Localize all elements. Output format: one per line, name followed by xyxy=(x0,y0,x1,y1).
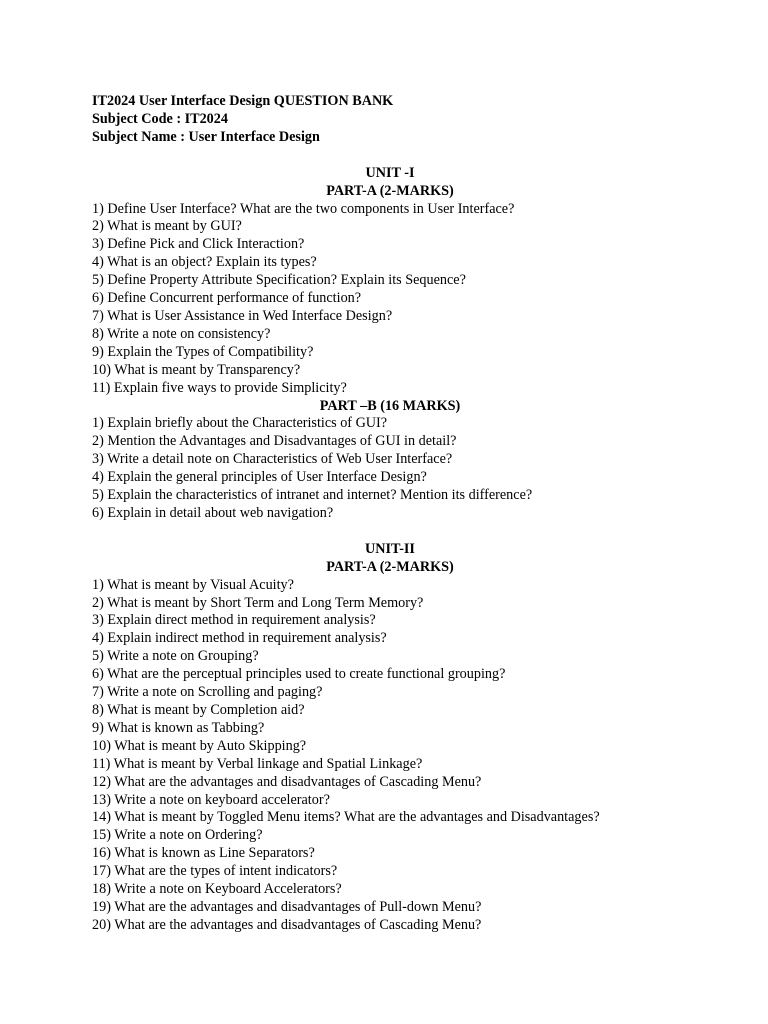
unit-section xyxy=(92,165,728,523)
part-title: PART –B (16 MARKS) xyxy=(319,397,461,414)
question-list xyxy=(92,577,728,935)
question-item: 2) What is meant by GUI? xyxy=(92,218,242,235)
question-item: 9) What is known as Tabbing? xyxy=(92,719,265,736)
unit-title: UNIT -I xyxy=(365,164,415,181)
question-item: 19) What are the advantages and disadvantages of Pull-down Menu? xyxy=(92,898,482,915)
question-item: 10) What is meant by Transparency? xyxy=(92,361,301,378)
unit-spacer xyxy=(92,523,728,541)
question-list xyxy=(92,201,728,398)
question-item: 4) Explain the general principles of User Interface Design? xyxy=(92,469,427,486)
subject-code: Subject Code : IT2024 xyxy=(92,110,228,127)
question-item: 3) Explain direct method in requirement analysis? xyxy=(92,612,376,629)
question-item: 10) What is meant by Auto Skipping? xyxy=(92,737,307,754)
question-item: 6) Define Concurrent performance of function? xyxy=(92,290,362,307)
question-item: 7) Write a note on Scrolling and paging? xyxy=(92,684,323,701)
unit-title: UNIT-II xyxy=(365,540,415,557)
question-item: 13) Write a note on keyboard accelerator? xyxy=(92,791,330,808)
question-item: 6) Explain in detail about web navigation? xyxy=(92,504,334,521)
question-item: 1) What is meant by Visual Acuity? xyxy=(92,576,294,593)
unit-section xyxy=(92,541,728,935)
question-item: 4) Explain indirect method in requirement analysis? xyxy=(92,630,387,647)
question-item: 2) Mention the Advantages and Disadvantages of GUI in detail? xyxy=(92,433,457,450)
question-item: 7) What is User Assistance in Wed Interface Design? xyxy=(92,307,393,324)
question-item: 6) What are the perceptual principles used to create functional grouping? xyxy=(92,666,506,683)
question-item: 3) Write a detail note on Characteristics of Web User Interface? xyxy=(92,451,453,468)
question-item: 1) Define User Interface? What are the two components in User Interface? xyxy=(92,200,515,217)
part-title: PART-A (2-MARKS) xyxy=(326,558,454,575)
question-item: 12) What are the advantages and disadvantages of Cascading Menu? xyxy=(92,773,482,790)
question-item: 18) Write a note on Keyboard Accelerators? xyxy=(92,881,342,898)
part-title: PART-A (2-MARKS) xyxy=(326,182,454,199)
units-container xyxy=(92,147,728,935)
question-item: 5) Write a note on Grouping? xyxy=(92,648,259,665)
unit-spacer xyxy=(92,147,728,165)
question-item: 5) Define Property Attribute Specification? Explain its Sequence? xyxy=(92,272,466,289)
question-item: 11) What is meant by Verbal linkage and Spatial Linkage? xyxy=(92,755,423,772)
question-item: 20) What are the advantages and disadvantages of Cascading Menu? xyxy=(92,916,482,933)
question-item: 5) Explain the characteristics of intranet and internet? Mention its difference? xyxy=(92,487,533,504)
question-item: 11) Explain five ways to provide Simplicity? xyxy=(92,379,347,396)
document-title: IT2024 User Interface Design QUESTION BANK xyxy=(92,93,394,109)
question-item: 8) What is meant by Completion aid? xyxy=(92,702,305,718)
question-item: 9) Explain the Types of Compatibility? xyxy=(92,343,314,360)
question-item: 2) What is meant by Short Term and Long Term Memory? xyxy=(92,594,424,611)
question-item: 4) What is an object? Explain its types? xyxy=(92,254,317,271)
question-item: 8) Write a note on consistency? xyxy=(92,325,271,342)
question-item: 16) What is known as Line Separators? xyxy=(92,845,315,862)
document-header xyxy=(92,93,728,147)
question-item: 15) Write a note on Ordering? xyxy=(92,827,263,844)
question-item: 1) Explain briefly about the Characteristics of GUI? xyxy=(92,415,388,432)
question-item: 3) Define Pick and Click Interaction? xyxy=(92,236,305,253)
question-item: 14) What is meant by Toggled Menu items? What are the advantages and Disadvantages? xyxy=(92,809,600,826)
subject-name: Subject Name : User Interface Design xyxy=(92,128,320,145)
question-list xyxy=(92,415,728,522)
question-item: 17) What are the types of intent indicators? xyxy=(92,863,338,880)
